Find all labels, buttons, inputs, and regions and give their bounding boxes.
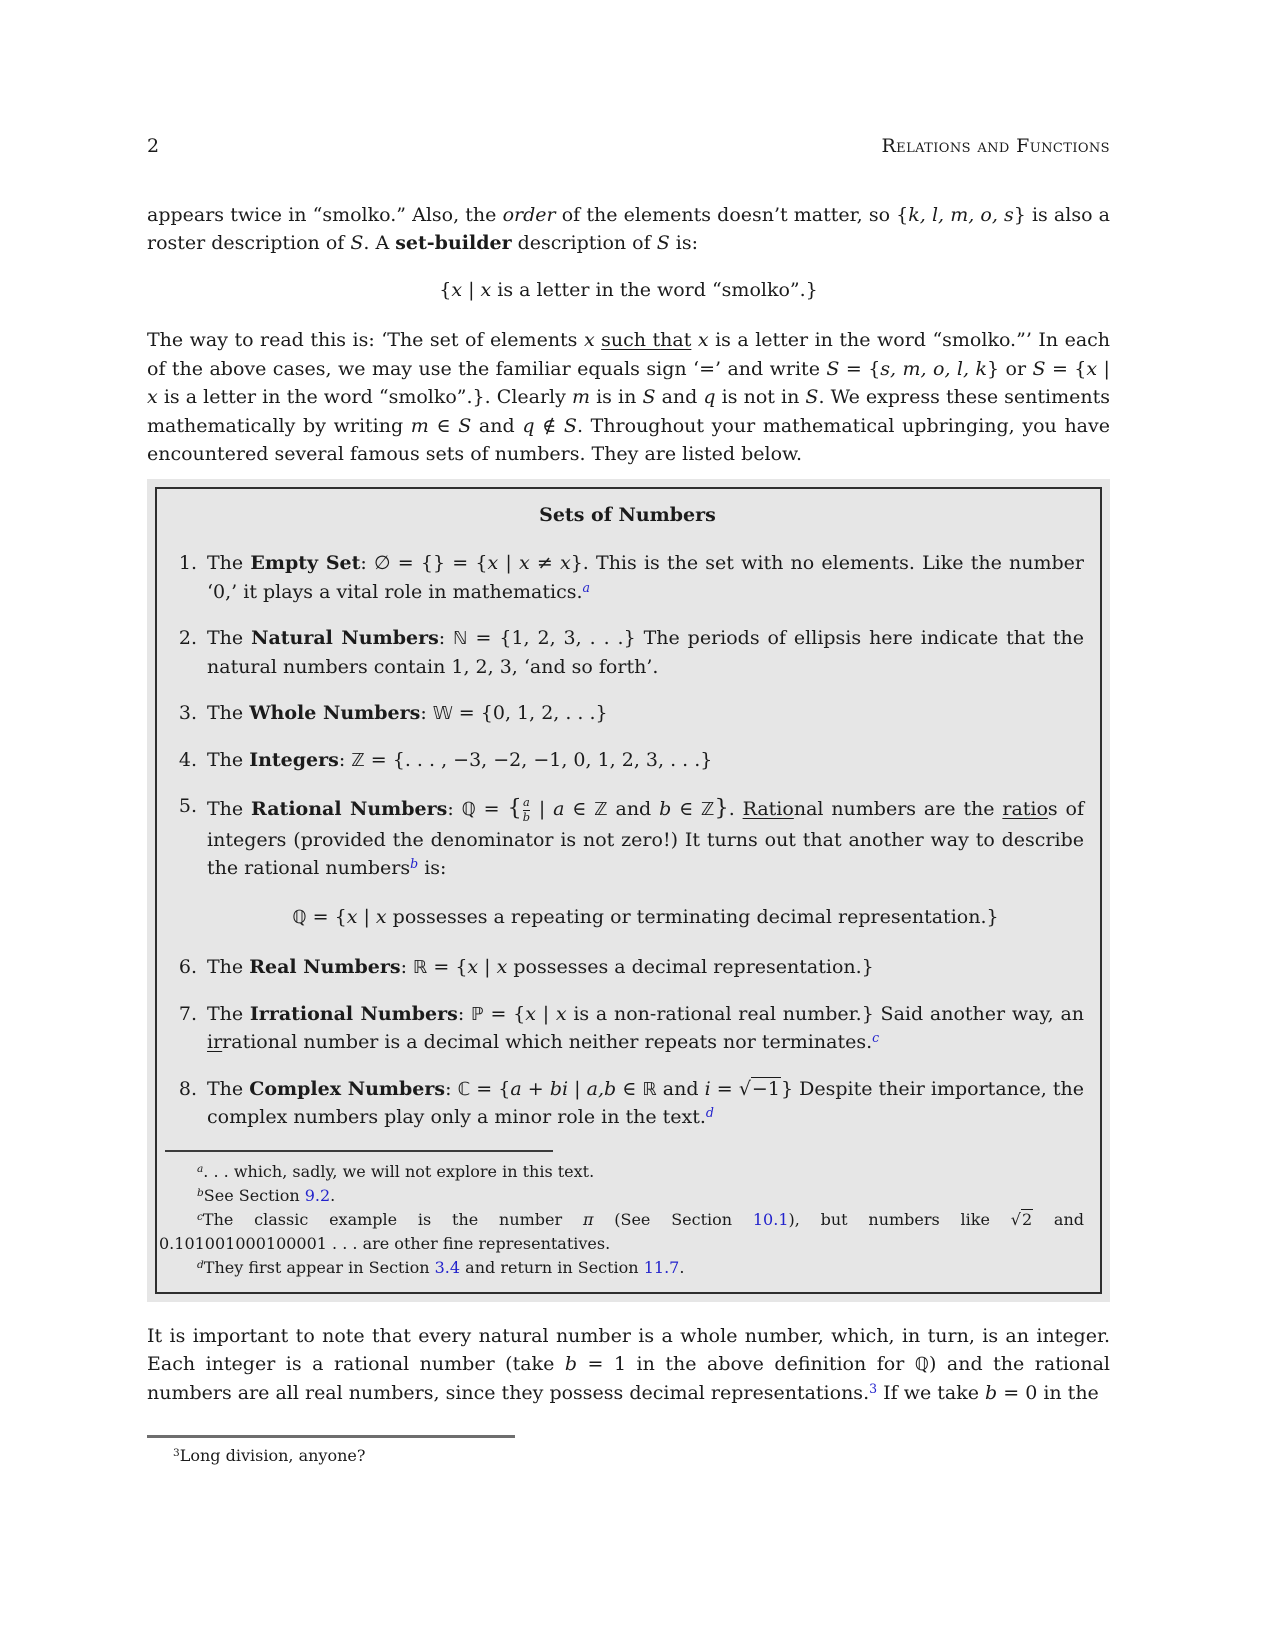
list-item-whole-numbers [171,699,1084,728]
list-item-integers [171,746,1084,775]
box-footnote-rule [165,1150,553,1152]
footnote-link[interactable]: a [582,579,591,595]
footnote-link[interactable]: d [705,1105,714,1121]
footnote-a: $^a$. . . which, sadly, we will not explore in this text. [197,1161,595,1181]
footnote-c: $^c$The classic example is the number π (See Section 10.1), but numbers like √2 and 0.101001000100001 . . . are other fine representatives. [159,1209,1085,1253]
item-number: 1. [178,552,197,574]
sqrt-expression: √2 [1010,1209,1033,1229]
page-number: 2 [147,135,160,157]
footnote-d: $^d$They first appear in Section 3.4 and return in Section 11.7. [197,1257,685,1277]
footnote-b: $^b$See Section 9.2. [197,1185,336,1205]
item-text [207,792,1084,935]
footnote-3: $^3$Long division, anyone? [173,1446,366,1466]
footnote-link[interactable]: b [410,856,419,872]
item-number: 7. [178,1002,197,1025]
page-footnote-rule [147,1435,515,1438]
set-builder-formula: {x | x is a letter in the word “smolko”.} [439,278,818,301]
section-link[interactable]: 10.1 [752,1209,789,1229]
paragraph-roster: appears twice in “smolko.” Also, the order of the elements doesn’t matter, so {k, l, m, o, s} is also a roster description of S. A set-builder description of S is: [147,203,1110,254]
item-number: 6. [178,956,197,979]
item-text: The Irrational Numbers: ℙ = {x | x is a non-rational real number.} Said another way, an irrational number is a decimal which neither repeats nor terminates.$^c$ [207,1002,1085,1054]
section-link[interactable]: 9.2 [304,1185,331,1205]
footnote-link[interactable]: c [872,1030,880,1046]
item-text: The Empty Set: ∅ = {} = {x | x ≠ x}. This is the set with no elements. Like the number ‘0,’ it plays a vital role in mathematics.$^a$ [207,552,1084,603]
list-item-complex-numbers [171,1075,1084,1132]
item-number: 4. [178,748,197,771]
item-text: The Complex Numbers: ℂ = {a + bi | a,b ∈ ℝ and i = √−1} Despite their importance, the complex numbers play only a minor role in the text.$^d$ [207,1077,1085,1129]
list-item-irrational-numbers [171,1000,1084,1057]
sets-of-numbers-box [147,479,1110,1302]
section-link[interactable]: 11.7 [643,1257,680,1277]
item-text: The Natural Numbers: ℕ = {1, 2, 3, . . .} The periods of ellipsis here indicate that the natural numbers contain 1, 2, 3, ‘and so forth’. [207,627,1085,678]
sqrt-expression: √−1 [738,1077,780,1100]
section-link[interactable]: 3.4 [434,1257,461,1277]
item-number: 3. [178,702,197,724]
list-item-empty-set [171,549,1084,606]
item-text-run: The Rational Numbers: ℚ = { $\frac{a}{b}$ | a ∈ ℤ and b ∈ ℤ}. Rational numbers are the ratios of integers (provided the denominator is not zero!) It turns out that another way to describe the rational numbers$^b$ is: [207,795,1084,880]
item-number: 2. [178,627,197,649]
list-item-real-numbers [171,953,1084,982]
item-text: The Real Numbers: ℝ = {x | x possesses a decimal representation.} [207,956,874,979]
item-text: The Integers: ℤ = {. . . , −3, −2, −1, 0, 1, 2, 3, . . .} [207,748,713,771]
list-item-natural-numbers [171,624,1084,681]
box-footnotes [159,1160,1085,1280]
footnote-link[interactable]: 3 [869,1380,878,1396]
sets-of-numbers-frame [155,487,1102,1294]
running-header-title: Relations and Functions [881,135,1110,157]
list-item-rational-numbers [171,792,1084,935]
item-number: 5. [178,795,197,817]
paragraph-closing: It is important to note that every natural number is a whole number, which, in turn, is an integer. Each integer is a rational number (take b = 1 in the above definition for ℚ) and the rational numbers are all real numbers, since they possess decimal representations.$^3$ If we take b = 0 in the [147,1324,1110,1404]
box-title: Sets of Numbers [539,503,716,526]
item-text: The Whole Numbers: 𝕎 = {0, 1, 2, . . .} [207,702,608,724]
fraction-a-over-b: $\frac{a}{b}$ [522,795,530,824]
page-header [147,132,1110,161]
paragraph-reading: The way to read this is: ‘The set of elements x such that x is a letter in the word “smolko.”’ In each of the above cases, we may use the familiar equals sign ‘=’ and write S = {s, m, o, l, k} or S = {x | x is a letter in the word “smolko”.}. Clearly m is in S and q is not in S. We express these sentiments mathematically by writing m ∈ S and q ∉ S. Throughout your mathematical upbringing, you have encountered several famous sets of numbers. They are listed below. [147,329,1111,465]
item-number: 8. [178,1077,197,1100]
rational-display-formula: ℚ = {x | x possesses a repeating or terminating decimal representation.} [292,905,999,928]
